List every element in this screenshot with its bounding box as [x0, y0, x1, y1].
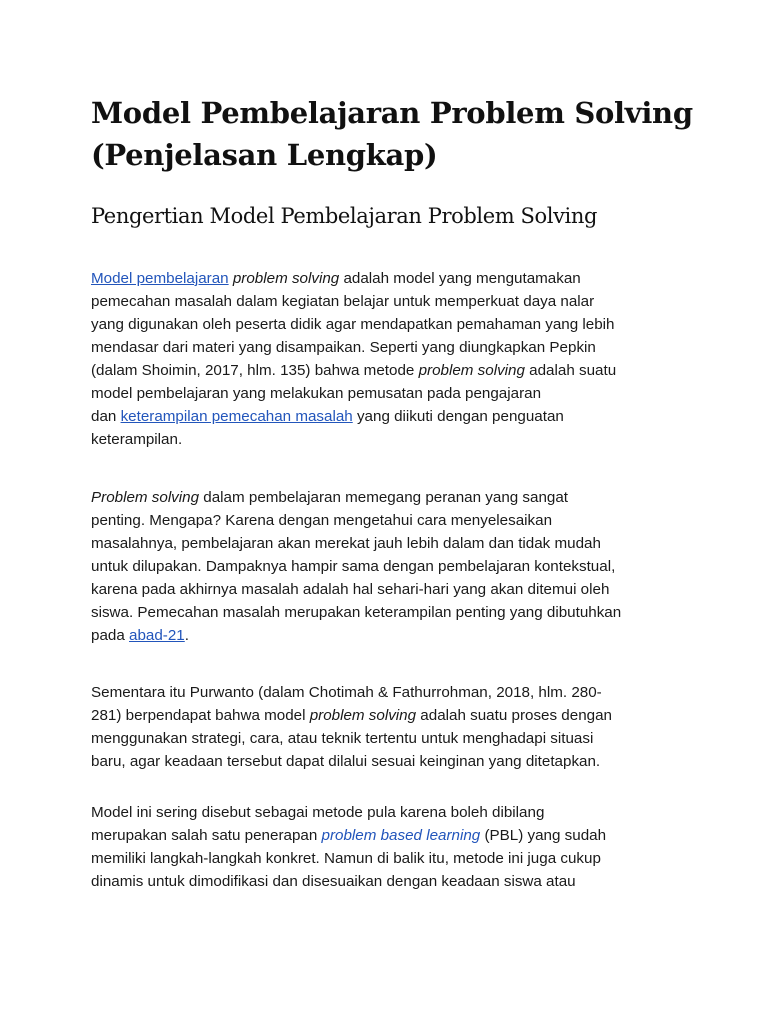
- paragraph-1-line: keterampilan.: [91, 431, 183, 448]
- problem-based-learning-link[interactable]: problem based learning: [321, 827, 481, 844]
- text-run: adalah suatu proses dengan: [416, 707, 612, 724]
- model-pembelajaran-link[interactable]: Model pembelajaran: [91, 270, 229, 287]
- text-run: 281) berpendapat bahwa model: [91, 707, 310, 724]
- paragraph-4-line: dinamis untuk dimodifikasi dan disesuaikan dengan keadaan siswa atau: [91, 873, 576, 890]
- paragraph-4-line: [91, 824, 691, 847]
- text-run: dan: [91, 408, 121, 425]
- text-run: yang diikuti dengan penguatan: [352, 408, 564, 425]
- paragraph-1-line: [91, 405, 691, 428]
- paragraph-1-line: yang digunakan oleh peserta didik agar mendapatkan pemahaman yang lebih: [91, 316, 615, 333]
- emphasis-text: Problem solving: [91, 489, 200, 506]
- text-run: .: [184, 627, 189, 644]
- paragraph-3-line: Sementara itu Purwanto (dalam Chotimah & Fathurrohman, 2018, hlm. 280-: [91, 684, 602, 701]
- paragraph-1-line: [91, 267, 691, 290]
- paragraph-2-line: karena pada akhirnya masalah adalah hal sehari-hari yang akan ditemui oleh: [91, 581, 610, 598]
- paragraph-2-line: untuk dilupakan. Dampaknya hampir sama dengan pembelajaran kontekstual,: [91, 558, 616, 575]
- text-run: merupakan salah satu penerapan: [91, 827, 322, 844]
- paragraph-3-line: [91, 704, 691, 727]
- keterampilan-pemecahan-masalah-link[interactable]: keterampilan pemecahan masalah: [120, 408, 353, 425]
- page-title: Model Pembelajaran Problem Solving (Penjelasan Lengkap): [91, 96, 693, 172]
- emphasis-text: problem solving: [232, 270, 340, 287]
- text-run: dalam pembelajaran memegang peranan yang sangat: [199, 489, 569, 506]
- abad-21-link[interactable]: abad-21: [129, 627, 185, 644]
- emphasis-text: problem solving: [309, 707, 417, 724]
- text-run: (PBL) yang sudah: [480, 827, 607, 844]
- paragraph-2-line: [91, 624, 691, 647]
- paragraph-4: [91, 801, 691, 893]
- paragraph-1: [91, 267, 691, 451]
- paragraph-1-line: mendasar dari materi yang disampaikan. Seperti yang diungkapkan Pepkin: [91, 339, 596, 356]
- paragraph-2-line: penting. Mengapa? Karena dengan mengetahui cara menyelesaikan: [91, 512, 553, 529]
- emphasis-text: problem solving: [418, 362, 525, 379]
- paragraph-3-line: baru, agar keadaan tersebut dapat dilalui sesuai keinginan yang ditetapkan.: [91, 753, 601, 770]
- text-run: pada: [91, 627, 130, 644]
- paragraph-2-line: [91, 486, 691, 509]
- paragraph-3-line: menggunakan strategi, cara, atau teknik tertentu untuk menghadapi situasi: [91, 730, 594, 747]
- paragraph-3: [91, 681, 691, 773]
- paragraph-2-line: masalahnya, pembelajaran akan merekat jauh lebih dalam dan tidak mudah: [91, 535, 601, 552]
- text-run: adalah suatu: [524, 362, 617, 379]
- section-heading: Pengertian Model Pembelajaran Problem Solving: [91, 204, 598, 228]
- paragraph-1-line: model pembelajaran yang melakukan pemusatan pada pengajaran: [91, 385, 542, 402]
- text-run: (dalam Shoimin, 2017, hlm. 135) bahwa metode: [91, 362, 419, 379]
- text-run: adalah model yang mengutamakan: [343, 270, 581, 287]
- paragraph-1-line: [91, 359, 691, 382]
- paragraph-2: [91, 486, 691, 647]
- paragraph-4-line: Model ini sering disebut sebagai metode pula karena boleh dibilang: [91, 804, 545, 821]
- paragraph-1-line: pemecahan masalah dalam kegiatan belajar untuk memperkuat daya nalar: [91, 293, 595, 310]
- paragraph-4-line: memiliki langkah-langkah konkret. Namun di balik itu, metode ini juga cukup: [91, 850, 601, 867]
- paragraph-2-line: siswa. Pemecahan masalah merupakan keterampilan penting yang dibutuhkan: [91, 604, 622, 621]
